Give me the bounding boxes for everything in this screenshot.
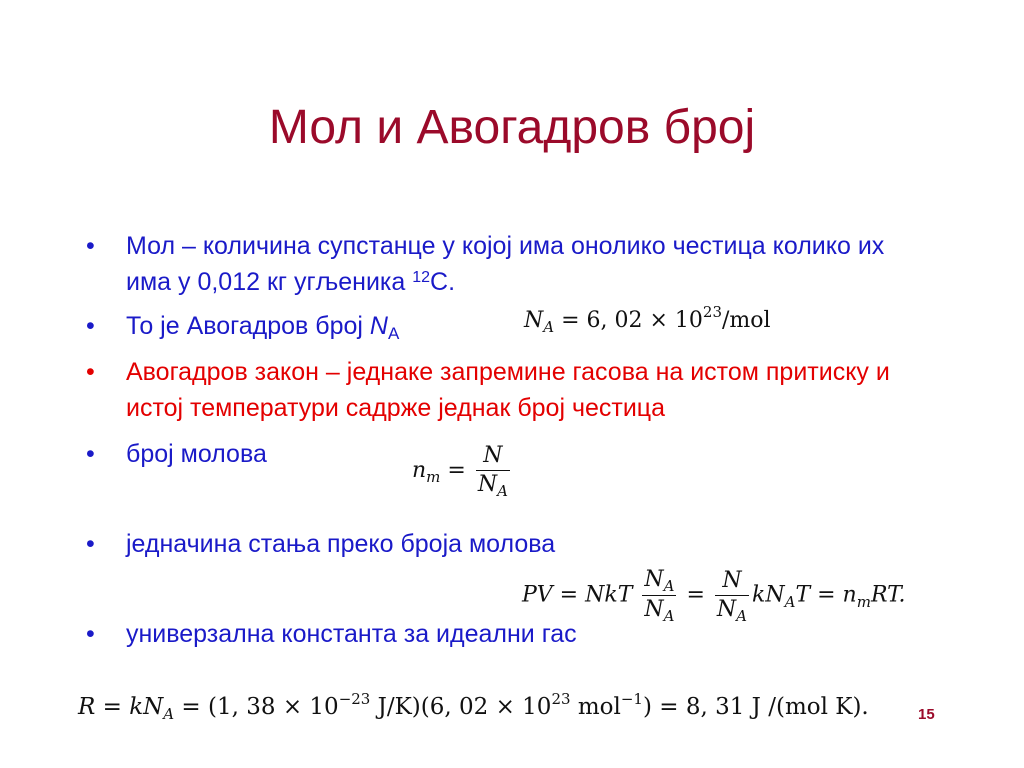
slide-title: Мол и Авогадров број xyxy=(268,101,756,154)
bullet-text: То је Авогадров број $N_A$ xyxy=(126,312,400,343)
formula-equation-of-state: PV = NkT $\frac{N_A}{N_A}$ = $\frac{N}{N_A}$ $kN_AT = n_mRT$. xyxy=(522,567,906,625)
bullet-dot: • xyxy=(86,312,95,340)
fraction: $\frac{N}{N_A}$ xyxy=(716,567,747,625)
bullet-dot: • xyxy=(86,530,95,558)
bullet-text: број молова xyxy=(126,440,267,468)
bullet-dot: • xyxy=(86,232,95,260)
bullet-text: једначина стања преко броја молова xyxy=(126,530,556,558)
formula-number-of-moles: $n_m$ = $\frac{N}{N_A}$ xyxy=(412,443,508,500)
bullet-dot: • xyxy=(86,440,95,468)
bullet-text: Авогадров закон – једнаке запремине гасова на истом притиску и истој температури садрже једнак број честица xyxy=(126,358,890,422)
bullet-text: Мол – количина супстанце у којој има онолико честица колико их има у 0,012 кг угљеника $^{12}$C. xyxy=(126,232,885,296)
formula-gas-constant: $R = kN_A = (1$, $38 \times 10^{-23}$ J/K)(6, $02 \times 10^{23}$ mol$^{-1}$) = 8, 31 J /(mol K). xyxy=(78,690,869,723)
fraction: $\frac{N_A}{N_A}$ xyxy=(644,567,675,625)
bullet-text: универзална константа за идеални гас xyxy=(126,620,577,648)
page-number: 15 xyxy=(918,706,935,723)
fraction: $\frac{N}{N_A}$ xyxy=(477,443,508,500)
formula-avogadro-number: $N_A = 6$, $02 \times 10^{23}$/mol xyxy=(524,303,771,336)
bullet-dot: • xyxy=(86,358,95,386)
bullet-dot: • xyxy=(86,620,95,648)
